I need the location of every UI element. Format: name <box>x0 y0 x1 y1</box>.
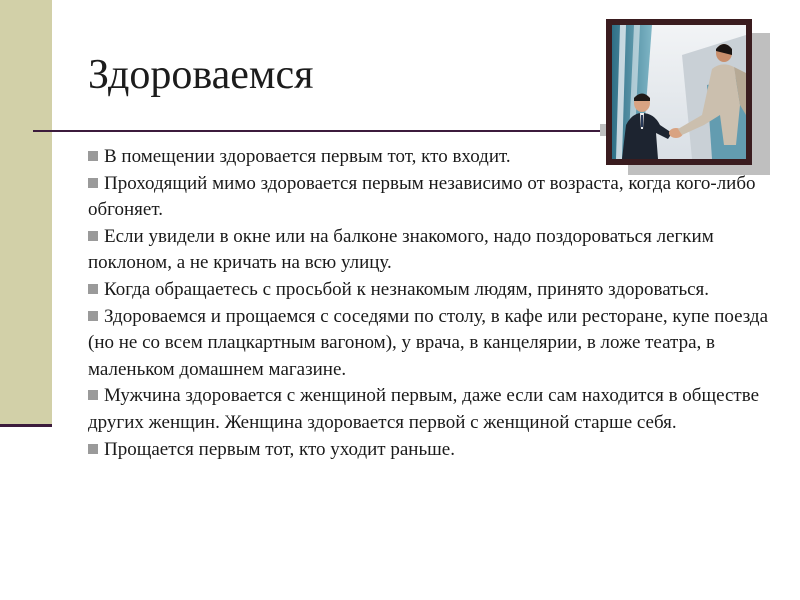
bullet-square-icon <box>88 284 98 294</box>
bullet-text: Когда обращаетесь с просьбой к незнакомым людям, принято здороваться. <box>104 278 710 300</box>
bullet-text: В помещении здоровается первым тот, кто входит. <box>104 146 511 167</box>
list-item <box>88 383 778 436</box>
bullet-text: Мужчина здоровается с женщиной первым, даже если сам находится в обществе других женщин. Женщина здоровается первой с женщиной старше себя. <box>88 385 760 433</box>
bullet-square-icon <box>88 444 98 454</box>
left-accent-underline <box>0 424 52 427</box>
bullet-square-icon <box>88 151 98 161</box>
list-item <box>88 171 778 224</box>
bullet-text: Здороваемся и прощаемся с соседями по столу, в кафе или ресторане, купе поезда (но не со всем плацкартным вагоном), у врача, в канцелярии, в ложе театра, в маленьком домашнем магазине. <box>88 305 769 380</box>
bullet-square-icon <box>88 311 98 321</box>
bullet-square-icon <box>88 231 98 241</box>
list-item <box>88 304 778 384</box>
list-item <box>88 144 778 171</box>
slide-title: Здороваемся <box>88 52 314 98</box>
bullet-list <box>88 144 778 463</box>
handshake-photo-icon <box>612 25 746 159</box>
bullet-square-icon <box>88 390 98 400</box>
list-item <box>88 224 778 277</box>
bullet-text: Если увидели в окне или на балконе знакомого, надо поздороваться легким поклоном, а не кричать на всю улицу. <box>88 225 714 274</box>
list-item <box>88 277 778 304</box>
list-item <box>88 437 778 464</box>
bullet-text: Проходящий мимо здоровается первым независимо от возраста, когда кого-либо обгоняет. <box>88 172 756 221</box>
left-accent-bar <box>0 0 52 424</box>
bullet-text: Прощается первым тот, кто уходит раньше. <box>104 438 455 460</box>
bullet-square-icon <box>88 178 98 188</box>
